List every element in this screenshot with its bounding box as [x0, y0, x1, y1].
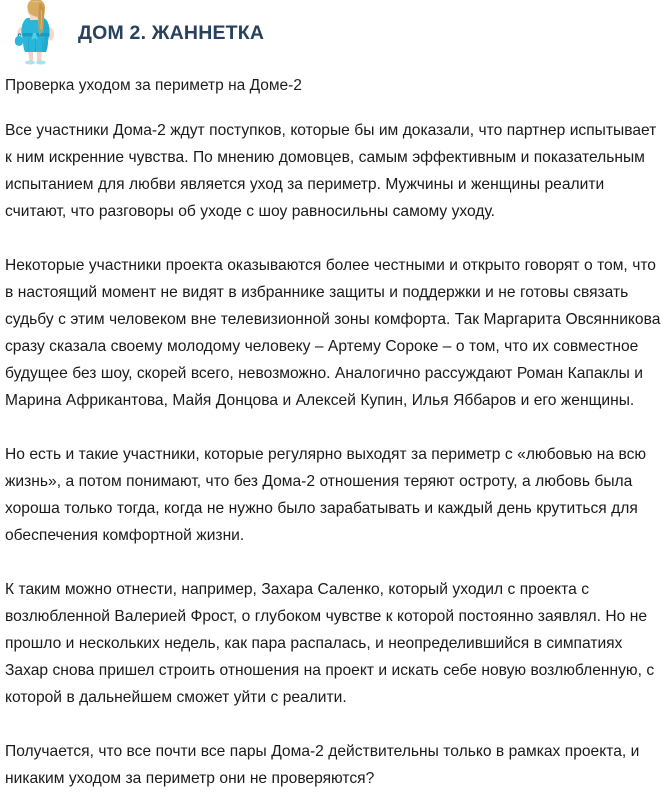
article-paragraph: Получается, что все почти все пары Дома-2 действительны только в рамках проекта, и никаким уходом за периметр они не проверяются?: [5, 743, 640, 787]
brand-logo-icon[interactable]: [6, 0, 66, 66]
site-header: [4, 0, 662, 66]
article-paragraph: Некоторые участники проекта оказываются более честными и открыто говорят о том, что в настоящий момент не видят в избраннике защиты и поддержки и не готовы связать судьбу с этим человеком вне телевизионной зоны комфорта. Так Маргарита Овсянникова сразу сказала своему молодому человеку – Артему Сороке – о том, что их совместное будущее без шоу, скорей всего, невозможно. Аналогично рассуждают Роман Капаклы и Марина Африкантова, Майя Донцова и Алексей Купин, Илья Яббаров и его женщины.: [5, 257, 661, 409]
article-subtitle: Проверка уходом за периметр на Доме-2: [5, 77, 302, 94]
article-paragraph: Но есть и такие участники, которые регулярно выходят за периметр с «любовью на всю жизнь», а потом понимают, что без Дома-2 отношения теряют остроту, а любовь была хороша только тогда, когда не нужно было зарабатывать и каждый день крутиться для обеспечения комфортной жизни.: [5, 446, 647, 544]
article-paragraph: Все участники Дома-2 ждут поступков, которые бы им доказали, что партнер испытывает к ним искренние чувства. По мнению домовцев, самым эффективным и показательным испытанием для любви является уход за периметр. Мужчины и женщины реалити считают, что разговоры об уходе с шоу равносильны самому уходу.: [5, 122, 657, 220]
article-paragraph: К таким можно отнести, например, Захара Саленко, который уходил с проекта с возлюбленной Валерией Фрост, о глубоком чувстве к которой постоянно заявлял. Но не прошло и нескольких недель, как пара распалась, и неопределившийся в симпатиях Захар снова пришел строить отношения на проект и искать себе новую возлюбленную, с которой в дальнейшем сможет уйти с реалити.: [5, 581, 655, 706]
article-body: [4, 117, 662, 792]
page-title: ДОМ 2. ЖАННЕТКА: [78, 21, 265, 44]
